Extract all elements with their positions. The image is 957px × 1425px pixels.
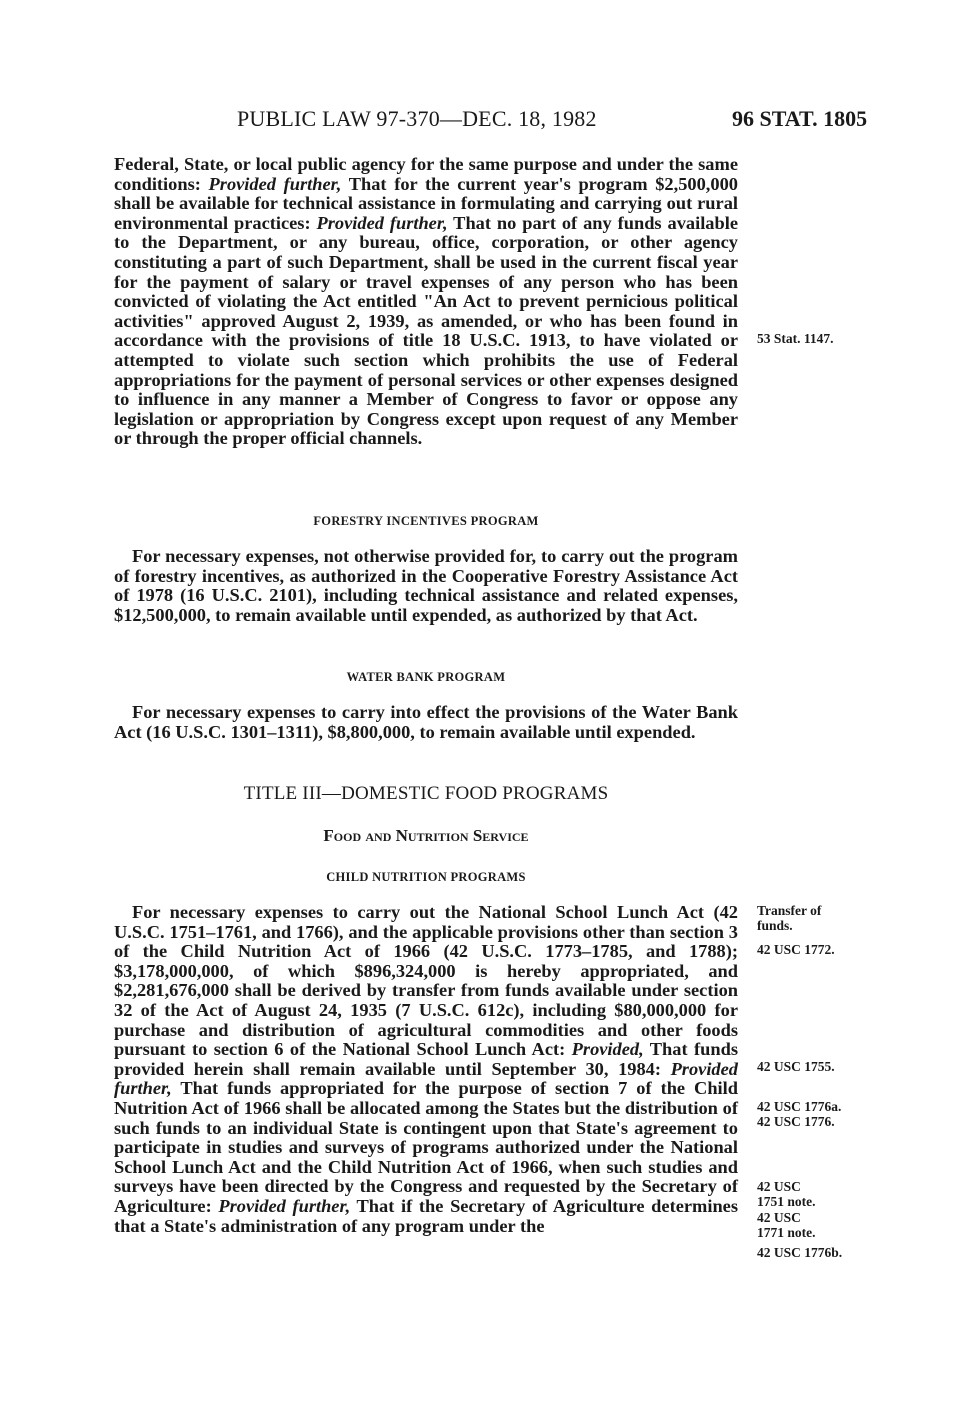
margin-note-usc-1771: 42 USC 1771 note. [757,1210,816,1240]
child-nutrition-paragraph [114,903,738,1236]
page-header-stat: 96 STAT. 1805 [732,106,868,131]
forestry-text: For necessary expenses, not otherwise provided for, to carry out the program of forestry incentives, as authorized in the Cooperative Forestry Assistance Act of 1978 (16 U.S.C. 2101), including technical assistance and related expenses, $12,500,000, to remain available until expended, as authorized by that Act. [114,546,738,625]
child-nutrition-text-1: For necessary expenses to carry out the National School Lunch Act (42 U.S.C. 1751–1761, and 1766), and the applicable provisions other than section 3 of the Child Nutrition Act of 1966 (42 U.S.C. 1773–1785, and 1788); $3,178,000,000, of which $896,324,000 is hereby appropriated, and $2,281,676,000 shall be derived by transfer from funds available under section 32 of the Act of August 24, 1935 (7 U.S.C. 612c), including $80,000,000 for purchase and distribution of agricultural commodities and other foods pursuant to section 6 of the National School Lunch Act: [114,902,738,1060]
title-iii-heading: TITLE III—DOMESTIC FOOD PROGRAMS [243,783,609,804]
child-nutrition-text-2: That funds provided herein shall remain available until September 30, 1984: [114,1039,738,1079]
page-header-law: PUBLIC LAW 97-370—DEC. 18, 1982 [237,106,597,131]
child-nutrition-text-3: That funds appropriated for the purpose of section 7 of the Child Nutrition Act of 1966 shall be allocated among the States but the distribution of such funds to an individual State is contingent upon that State's agreement to participate in studies and surveys of programs authorized under the National School Lunch Act and the Child Nutrition Act of 1966, when such studies and surveys have been directed by the Congress and requested by the Secretary of Agriculture: [114,1078,738,1216]
child-nutrition-text-4: That if the Secretary of Agriculture determines that a State's administration of any program under the [114,1195,738,1236]
water-bank-paragraph [114,703,738,742]
water-bank-text: For necessary expenses to carry into effect the provisions of the Water Bank Act (16 U.S.C. 1301–1311), $8,800,000, to remain available until expended. [114,702,738,742]
continuation-paragraph [114,155,738,449]
forestry-paragraph [114,547,738,625]
fns-subheading: Food and Nutrition Service [323,826,529,845]
continuation-text-1: Federal, State, or local public agency for the same purpose and under the same conditions: [114,154,738,194]
margin-note-usc-1776: 42 USC 1776. [757,1114,835,1129]
margin-note-usc-1751: 42 USC 1751 note. [757,1179,816,1209]
child-proviso-italic-3: Provided further, [218,1195,351,1216]
margin-note-usc-1755: 42 USC 1755. [757,1059,835,1074]
child-proviso-italic-1: Provided, [571,1039,644,1060]
proviso-italic-1: Provided further, [208,173,342,194]
forestry-heading: FORESTRY INCENTIVES PROGRAM [313,514,539,528]
continuation-text-2: That for the current year's program $2,500,000 shall be available for technical assistance in formulating and carrying out rural environmental practices: [114,173,738,233]
child-proviso-italic-2: Provided further, [114,1058,738,1099]
proviso-italic-2: Provided further, [316,212,448,233]
margin-note-usc-1776b: 42 USC 1776b. [757,1245,843,1260]
continuation-text-3: That no part of any funds available to the Department, or any bureau, office, corporation, or other agency constituting a part of such Department, shall be used in the current fiscal year for the payment of salary or travel expenses of any person who has been convicted of violating the Act entitled "An Act to prevent pernicious political activities" approved August 2, 1939, as amended, or who has been found in accordance with the provisions of title 18 U.S.C. 1913, to have violated or attempted to violate such section which prohibits the use of Federal appropriations for the payment of personal services or other expenses designed to influence in any manner a Member of Congress to favor or oppose any legislation or appropriation by Congress except upon request of any Member or through the proper official channels. [114,212,739,449]
margin-note-usc-1772: 42 USC 1772. [757,942,835,957]
water-bank-heading: WATER BANK PROGRAM [346,670,506,684]
margin-note-stat-1147: 53 Stat. 1147. [757,331,834,346]
margin-note-transfer: Transfer of funds. [757,903,822,933]
margin-note-usc-1776a: 42 USC 1776a. [757,1099,842,1114]
child-nutrition-heading: CHILD NUTRITION PROGRAMS [326,870,526,884]
